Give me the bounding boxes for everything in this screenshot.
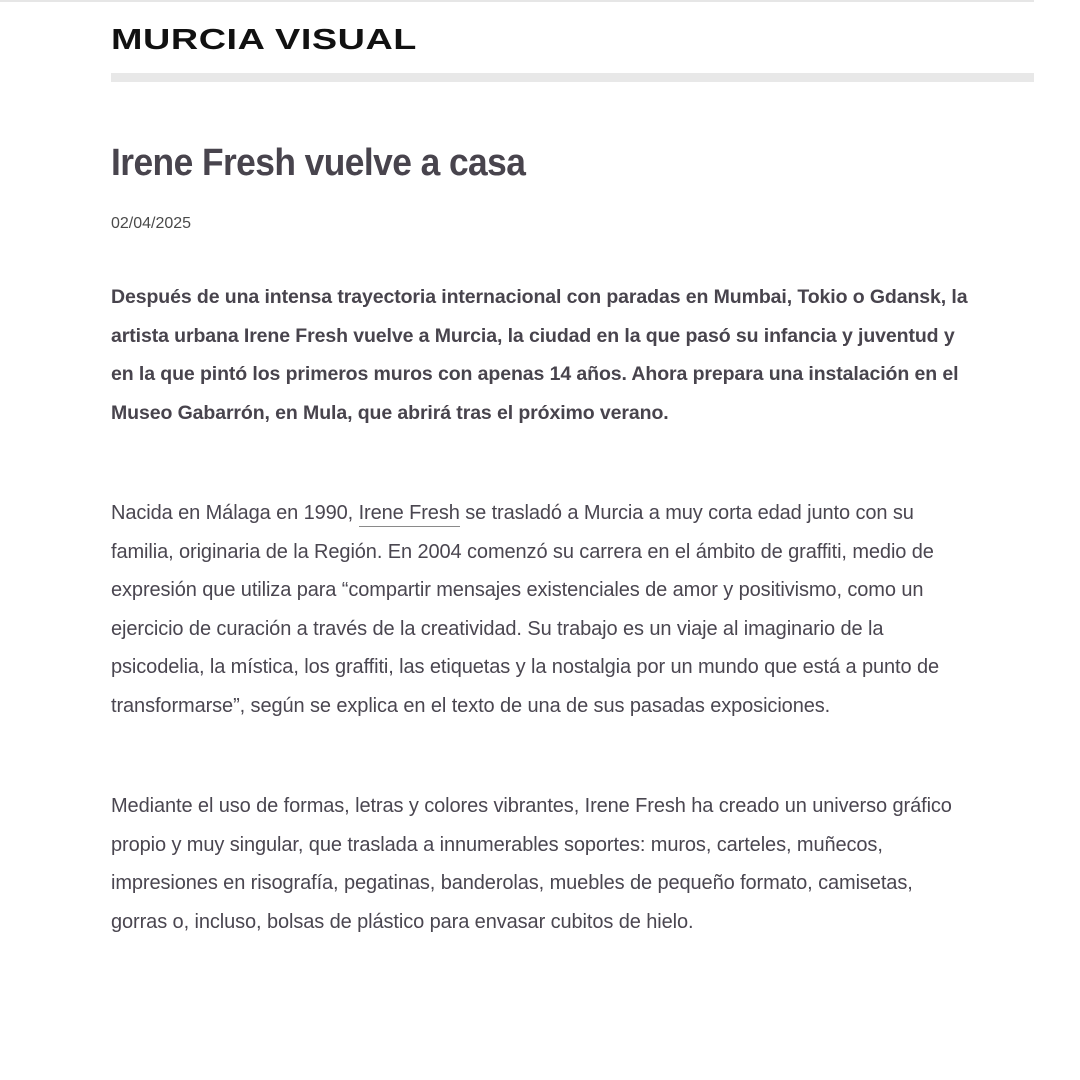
article-paragraph-1 [111, 494, 971, 725]
article-paragraph-2: Mediante el uso de formas, letras y colores vibrantes, Irene Fresh ha creado un universo gráfico propio y muy singular, que traslada a innumerables soportes: muros, carteles, muñecos, impresiones en risografía, pegatinas, banderolas, muebles de pequeño formato, camisetas, gorras o, incluso, bolsas de plástico para envasar cubitos de hielo. [111, 795, 952, 933]
irene-fresh-link[interactable]: Irene Fresh [359, 502, 460, 527]
header-divider [111, 73, 1034, 82]
article-date: 02/04/2025 [111, 215, 192, 232]
article [111, 140, 971, 941]
paragraph-1-text-start: Nacida en Málaga en 1990, [111, 502, 359, 524]
article-headline: Irene Fresh vuelve a casa [111, 142, 526, 184]
top-border-line [0, 0, 1034, 2]
article-lead: Después de una intensa trayectoria internacional con paradas en Mumbai, Tokio o Gdansk, la artista urbana Irene Fresh vuelve a Murcia, la ciudad en la que pasó su infancia y juventud y en la que pintó los primeros muros con apenas 14 años. Ahora prepara una instalación en el Museo Gabarrón, en Mula, que abrirá tras el próximo verano. [111, 286, 968, 424]
paragraph-1-text-end: se trasladó a Murcia a muy corta edad junto con su familia, originaria de la Región. En 2004 comenzó su carrera en el ámbito de graffiti, medio de expresión que utiliza para “compartir mensajes existenciales de amor y positivismo, como un ejercicio de curación a través de la creatividad. Su trabajo es un viaje al imaginario de la psicodelia, la mística, los graffiti, las etiquetas y la nostalgia por un mundo que está a punto de transformarse”, según se explica en el texto de una de sus pasadas exposiciones. [111, 502, 940, 717]
site-logo[interactable]: MURCIA VISUAL [111, 23, 417, 56]
